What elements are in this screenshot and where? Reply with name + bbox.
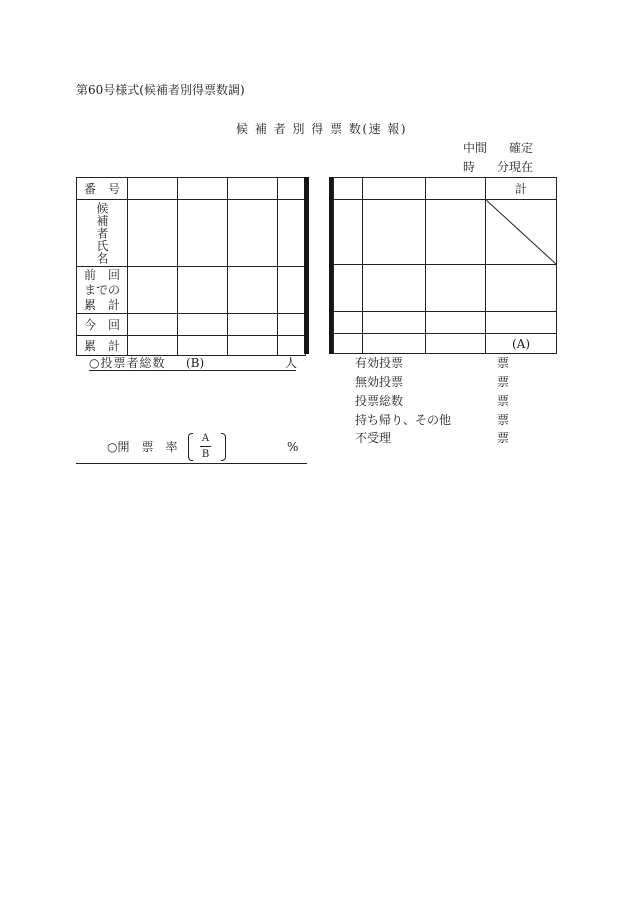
row-label-previous-cumulative bbox=[77, 267, 128, 314]
previous-cumulative-cell bbox=[128, 267, 178, 314]
candidate-number-cell bbox=[334, 178, 363, 200]
previous-cumulative-cell bbox=[334, 265, 363, 312]
cumulative-cell bbox=[178, 336, 228, 356]
row-previous-cumulative bbox=[334, 265, 557, 312]
form-number: 第60号様式(候補者別得票数調) bbox=[76, 83, 245, 97]
previous-cumulative-line: 累 計 bbox=[83, 297, 120, 312]
candidate-number-cell bbox=[363, 178, 426, 200]
candidate-number-cell bbox=[278, 178, 306, 200]
row-number bbox=[77, 178, 306, 200]
row-previous-cumulative bbox=[77, 267, 306, 314]
candidate-name-cell bbox=[426, 200, 486, 265]
row-label-cumulative: 累 計 bbox=[77, 336, 128, 356]
fraction-right-bracket bbox=[221, 433, 226, 461]
report-status-minute: 分現在 bbox=[497, 160, 534, 174]
candidate-name-cell bbox=[178, 200, 228, 267]
ballot-summary-unit: 票 bbox=[497, 356, 510, 370]
previous-cumulative-line: までの bbox=[83, 282, 120, 297]
cumulative-cell bbox=[363, 334, 426, 354]
previous-cumulative-cell bbox=[363, 265, 426, 312]
ballot-summary-label: 無効投票 bbox=[355, 375, 404, 389]
current-votes-cell bbox=[128, 314, 178, 336]
row-label-current: 今 回 bbox=[77, 314, 128, 336]
fraction-bar bbox=[200, 446, 211, 447]
previous-cumulative-cell bbox=[178, 267, 228, 314]
total-column-header: 計 bbox=[486, 178, 557, 200]
candidate-name-cell bbox=[228, 200, 278, 267]
previous-cumulative-cell bbox=[278, 267, 306, 314]
report-status-hour: 時 bbox=[463, 160, 476, 174]
ballot-summary-label: 不受理 bbox=[355, 431, 392, 445]
fraction-left-bracket bbox=[188, 433, 193, 461]
cumulative-cell bbox=[334, 334, 363, 354]
ballot-summary-unit: 票 bbox=[497, 394, 510, 408]
ballot-summary-unit: 票 bbox=[497, 413, 510, 427]
voters-total-underline bbox=[89, 370, 296, 371]
previous-cumulative-cell bbox=[228, 267, 278, 314]
candidate-name-cell bbox=[128, 200, 178, 267]
candidate-name-cell bbox=[363, 200, 426, 265]
row-candidate-name bbox=[77, 200, 306, 267]
candidate-number-cell bbox=[178, 178, 228, 200]
row-current bbox=[334, 312, 557, 334]
fraction-numerator: A bbox=[201, 433, 210, 444]
cumulative-cell bbox=[128, 336, 178, 356]
counting-rate-underline bbox=[76, 463, 307, 464]
diagonal-line bbox=[485, 199, 556, 264]
candidate-number-cell bbox=[228, 178, 278, 200]
ballot-summary-label: 持ち帰り、その他 bbox=[355, 413, 452, 427]
candidate-table-left bbox=[76, 177, 306, 356]
current-votes-cell bbox=[178, 314, 228, 336]
counting-rate-unit: % bbox=[287, 440, 299, 454]
row-number bbox=[334, 178, 557, 200]
voters-total-label: ○投票者総数 bbox=[89, 356, 166, 370]
ballot-summary-label: 投票総数 bbox=[355, 394, 404, 408]
grand-total-marker: (A) bbox=[486, 334, 557, 354]
cumulative-cell bbox=[228, 336, 278, 356]
current-votes-cell bbox=[363, 312, 426, 334]
current-votes-cell bbox=[426, 312, 486, 334]
row-label-candidate-name bbox=[77, 200, 128, 267]
total-previous-cell bbox=[486, 265, 557, 312]
report-status-final: 確定 bbox=[509, 141, 534, 155]
candidate-name-cell bbox=[334, 200, 363, 265]
voters-total-unit: 人 bbox=[285, 356, 298, 370]
ballot-summary-unit: 票 bbox=[497, 375, 510, 389]
cumulative-cell bbox=[278, 336, 306, 356]
candidate-number-cell bbox=[426, 178, 486, 200]
previous-cumulative-cell bbox=[426, 265, 486, 312]
ballot-summary-label: 有効投票 bbox=[355, 356, 404, 370]
candidate-name-cell bbox=[278, 200, 306, 267]
report-status-interim: 中間 bbox=[463, 141, 488, 155]
table-split-bar-left bbox=[304, 177, 309, 354]
row-current bbox=[77, 314, 306, 336]
candidate-number-cell bbox=[128, 178, 178, 200]
counting-rate-label: ○開 票 率 bbox=[107, 440, 178, 454]
previous-cumulative-line: 前 回 bbox=[83, 267, 120, 282]
row-cumulative bbox=[334, 334, 557, 354]
fraction-denominator: B bbox=[201, 449, 210, 460]
row-cumulative bbox=[77, 336, 306, 356]
cumulative-cell bbox=[426, 334, 486, 354]
voters-total-marker: (B) bbox=[186, 356, 205, 370]
form-title: 候 補 者 別 得 票 数(速 報) bbox=[236, 122, 408, 136]
current-votes-cell bbox=[278, 314, 306, 336]
current-votes-cell bbox=[334, 312, 363, 334]
ballot-summary-unit: 票 bbox=[497, 431, 510, 445]
total-current-cell bbox=[486, 312, 557, 334]
row-label-number: 番 号 bbox=[77, 178, 128, 200]
current-votes-cell bbox=[228, 314, 278, 336]
candidate-name-label: 候補者氏名 bbox=[95, 202, 109, 265]
